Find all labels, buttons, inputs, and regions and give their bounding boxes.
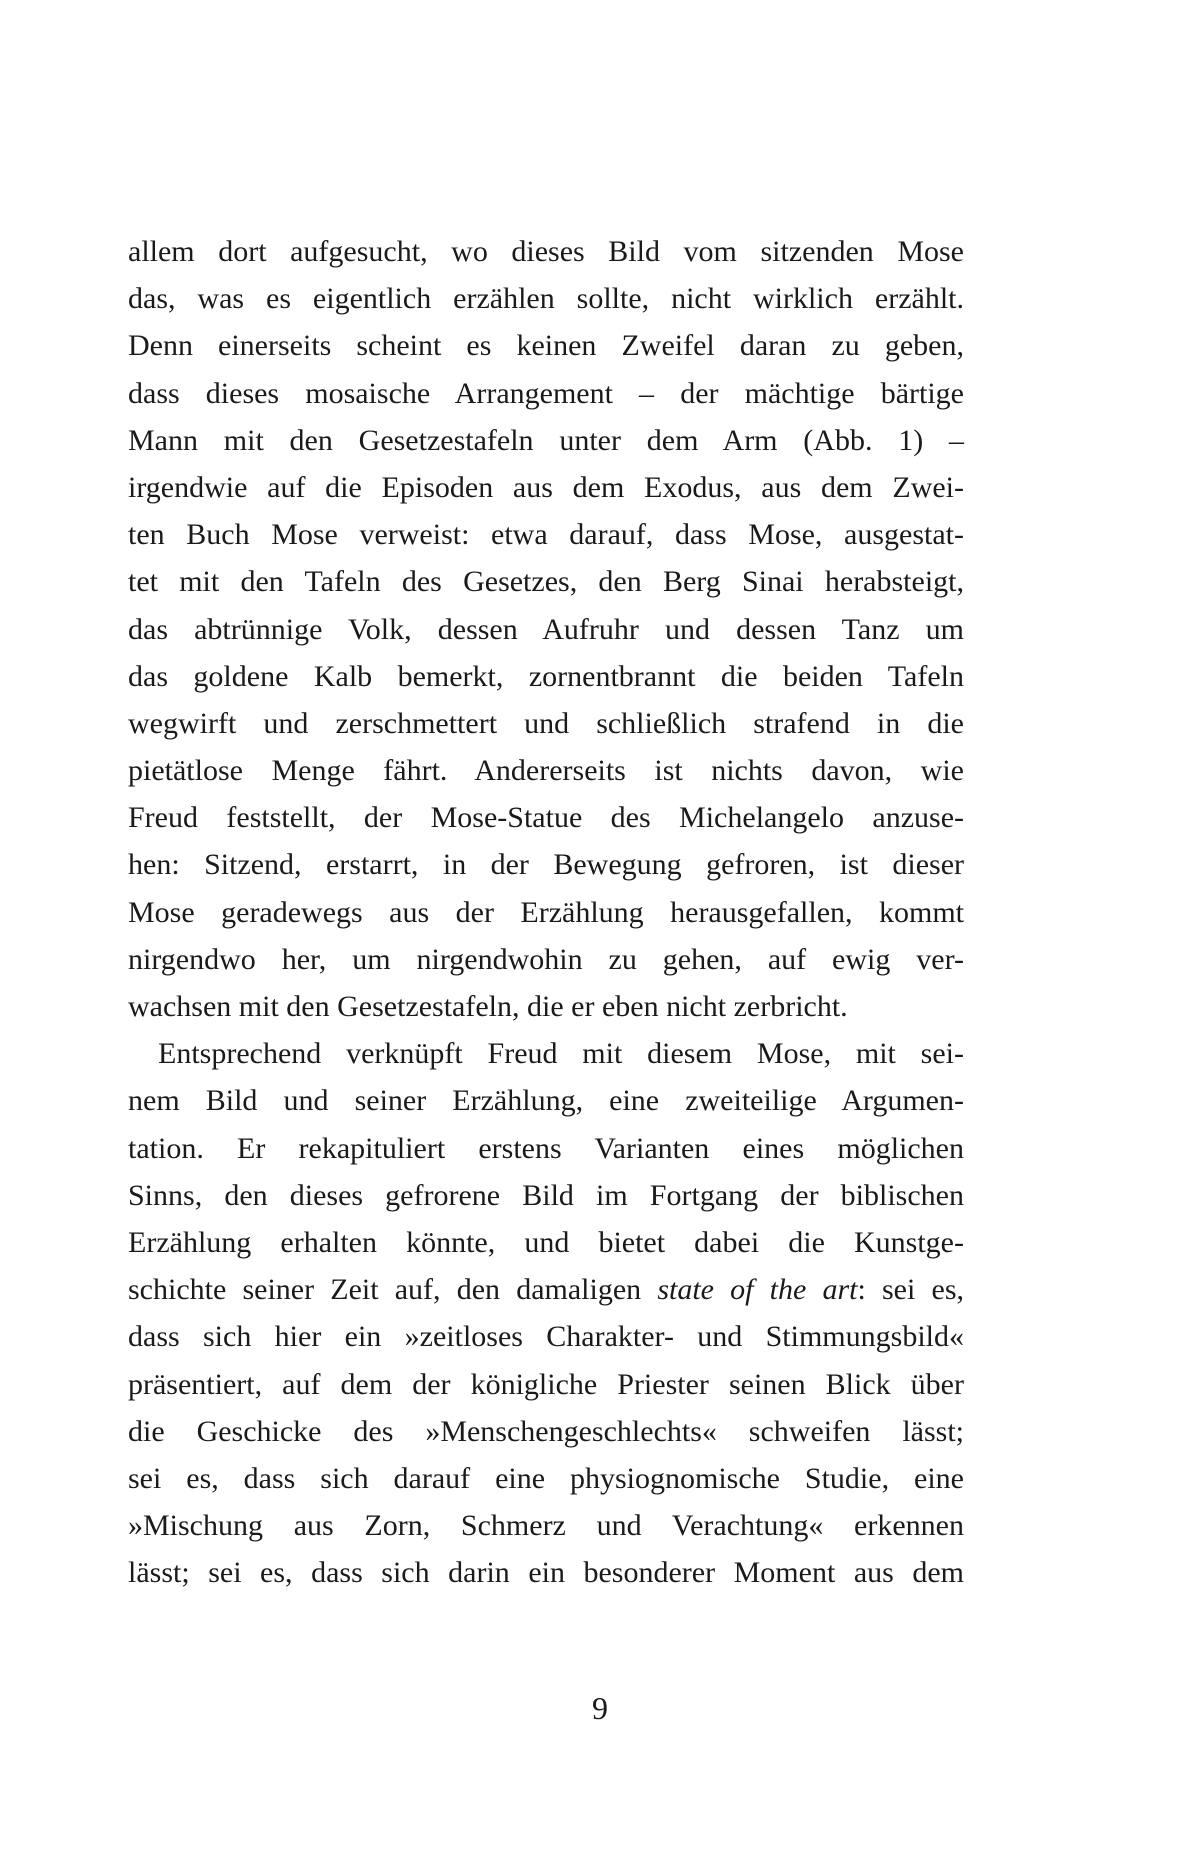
emphasized-phrase: state of the art: [657, 1273, 858, 1307]
text-line: nirgendwo her, um nirgendwohin zu gehen, auf ewig ver-: [128, 942, 964, 976]
page-number: 9: [592, 1690, 608, 1726]
text-line: Freud feststellt, der Mose-Statue des Michelangelo anzuse-: [128, 801, 964, 835]
text-line: hen: Sitzend, erstarrt, in der Bewegung gefroren, ist dieser: [128, 848, 964, 882]
text-line: wegwirft und zerschmettert und schließlich strafend in die: [128, 706, 964, 740]
text-line: dass dieses mosaische Arrangement – der mächtige bärtige: [128, 376, 964, 410]
text-line: nem Bild und seiner Erzählung, eine zweiteilige Argumen-: [128, 1084, 964, 1118]
text-line: das abtrünnige Volk, dessen Aufruhr und dessen Tanz um: [128, 612, 964, 646]
body-text: [128, 228, 964, 1596]
text-line: sei es, dass sich darauf eine physiognomische Studie, eine: [128, 1461, 964, 1495]
text-line: lässt; sei es, dass sich darin ein besonderer Moment aus dem: [128, 1556, 964, 1590]
text-line: das, was es eigentlich erzählen sollte, nicht wirklich erzählt.: [128, 282, 964, 316]
text-line: Erzählung erhalten könnte, und bietet dabei die Kunstge-: [128, 1225, 964, 1259]
text-line: Sinns, den dieses gefrorene Bild im Fortgang der biblischen: [128, 1178, 964, 1212]
text-line: tation. Er rekapituliert erstens Varianten eines möglichen: [128, 1131, 964, 1165]
text-line: »Mischung aus Zorn, Schmerz und Verachtung« erkennen: [128, 1509, 964, 1543]
text-line: das goldene Kalb bemerkt, zornentbrannt die beiden Tafeln: [128, 659, 964, 693]
text-segment: schichte seiner Zeit auf, den damaligen: [128, 1273, 658, 1307]
text-line: ten Buch Mose verweist: etwa darauf, dass Mose, ausgestat-: [128, 518, 964, 552]
text-line: pietätlose Menge fährt. Andererseits ist nichts davon, wie: [128, 754, 964, 788]
text-line: die Geschicke des »Menschengeschlechts« schweifen lässt;: [128, 1414, 964, 1448]
paragraph-first-line: Entsprechend verknüpft Freud mit diesem Mose, mit sei-: [158, 1037, 964, 1071]
text-line: allem dort aufgesucht, wo dieses Bild vom sitzenden Mose: [128, 235, 964, 268]
text-line: präsentiert, auf dem der königliche Priester seinen Blick über: [128, 1367, 964, 1401]
text-line: dass sich hier ein »zeitloses Charakter- und Stimmungsbild«: [128, 1320, 964, 1354]
text-line-with-emphasis: [128, 1266, 964, 1313]
text-segment: : sei es,: [857, 1273, 964, 1307]
text-line: Mose geradewegs aus der Erzählung herausgefallen, kommt: [128, 895, 964, 929]
text-line: Mann mit den Gesetzestafeln unter dem Arm (Abb. 1) –: [128, 423, 964, 457]
text-line: tet mit den Tafeln des Gesetzes, den Berg Sinai herabsteigt,: [128, 565, 964, 599]
text-line: Denn einerseits scheint es keinen Zweifel daran zu geben,: [128, 329, 964, 363]
text-line: irgendwie auf die Episoden aus dem Exodus, aus dem Zwei-: [128, 470, 964, 504]
paragraph-last-line: wachsen mit den Gesetzestafeln, die er eben nicht zerbricht.: [128, 990, 848, 1023]
